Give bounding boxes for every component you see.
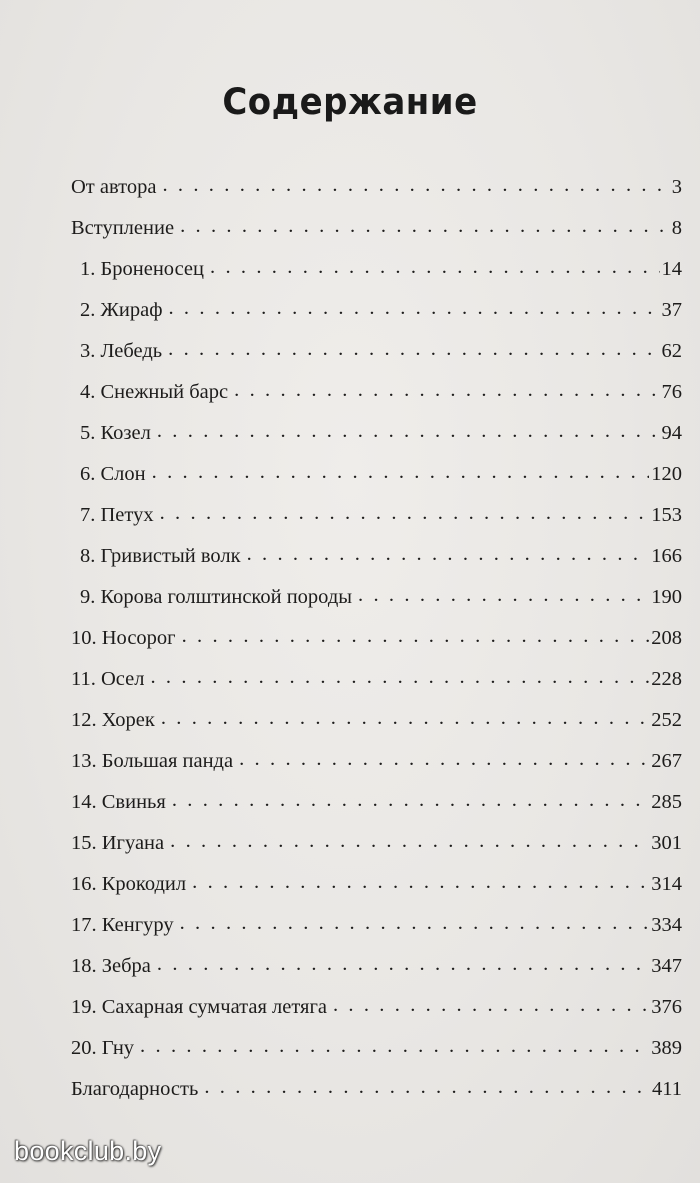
toc-entry bbox=[71, 910, 682, 940]
toc-entry-label: 19. Сахарная сумчатая летяга bbox=[71, 996, 327, 1018]
toc-entry-page: 120 bbox=[651, 463, 682, 485]
toc-entry-page: 252 bbox=[651, 709, 682, 731]
dot-leader bbox=[170, 826, 649, 856]
dot-leader bbox=[210, 252, 660, 282]
toc-entry-label: 5. Козел bbox=[80, 422, 151, 444]
watermark-text: bookclub.by bbox=[14, 1136, 162, 1166]
toc-entry-page: 347 bbox=[651, 955, 682, 977]
toc-entry-label: 2. Жираф bbox=[80, 299, 163, 321]
dot-leader bbox=[168, 293, 659, 323]
dot-leader bbox=[152, 457, 650, 487]
toc-entry bbox=[71, 705, 682, 735]
toc-entry bbox=[80, 418, 682, 448]
toc-entry bbox=[80, 336, 682, 366]
toc-entry bbox=[80, 500, 682, 530]
dot-leader bbox=[172, 785, 649, 815]
dot-leader bbox=[180, 908, 650, 938]
toc-entry-label: 12. Хорек bbox=[71, 709, 155, 731]
toc-entry-page: 3 bbox=[671, 176, 682, 198]
toc-entry-label: Вступление bbox=[71, 217, 175, 239]
toc-entry-page: 14 bbox=[661, 258, 682, 280]
toc-entry bbox=[71, 746, 682, 776]
toc-entry-label: 13. Большая панда bbox=[71, 750, 234, 772]
dot-leader bbox=[162, 170, 669, 200]
dot-leader bbox=[192, 867, 649, 897]
toc-entry-page: 76 bbox=[661, 381, 682, 403]
dot-leader bbox=[247, 539, 650, 569]
toc-entry bbox=[71, 623, 682, 653]
toc-entry-label: 18. Зебра bbox=[71, 955, 151, 977]
toc-entry bbox=[80, 295, 682, 325]
toc-entry bbox=[71, 172, 682, 202]
toc-entry-page: 166 bbox=[651, 545, 682, 567]
dot-leader bbox=[234, 375, 659, 405]
toc-entry-page: 8 bbox=[671, 217, 682, 239]
toc-entry-page: 228 bbox=[651, 668, 682, 690]
toc-entry-page: 285 bbox=[651, 791, 682, 813]
toc-entry-label: 6. Слон bbox=[80, 463, 146, 485]
toc-entry bbox=[71, 787, 682, 817]
toc-entry bbox=[80, 459, 682, 489]
toc-entry-page: 376 bbox=[651, 996, 682, 1018]
toc-entry-label: 8. Гривистый волк bbox=[80, 545, 241, 567]
toc-entry-label: 17. Кенгуру bbox=[71, 914, 174, 936]
toc-entry-label: 3. Лебедь bbox=[80, 340, 163, 362]
toc-entry-label: 16. Крокодил bbox=[71, 873, 187, 895]
toc-entry-label: От автора bbox=[71, 176, 157, 198]
toc-entry bbox=[71, 664, 682, 694]
toc-entry-label: 11. Осел bbox=[71, 668, 145, 690]
toc-entry-label: 9. Корова голштинской породы bbox=[80, 586, 353, 608]
toc-entry-page: 334 bbox=[651, 914, 682, 936]
toc-entry-page: 389 bbox=[651, 1037, 682, 1059]
toc-entry-label: Благодарность bbox=[71, 1078, 199, 1100]
toc-entry-page: 94 bbox=[661, 422, 682, 444]
toc-entry-page: 208 bbox=[651, 627, 682, 649]
toc-entry bbox=[71, 1033, 682, 1063]
toc-entry-label: 20. Гну bbox=[71, 1037, 135, 1059]
toc-entry-page: 37 bbox=[661, 299, 682, 321]
toc-entry bbox=[71, 213, 682, 243]
toc-entry-label: 10. Носорог bbox=[71, 627, 176, 649]
toc-entry bbox=[71, 992, 682, 1022]
dot-leader bbox=[180, 211, 670, 241]
dot-leader bbox=[204, 1072, 650, 1102]
toc-entry-page: 301 bbox=[651, 832, 682, 854]
dot-leader bbox=[182, 621, 650, 651]
toc-entry bbox=[80, 377, 682, 407]
dot-leader bbox=[140, 1031, 649, 1061]
toc-entry bbox=[71, 828, 682, 858]
toc-entry-label: 7. Петух bbox=[80, 504, 154, 526]
toc-entry bbox=[80, 541, 682, 571]
dot-leader bbox=[239, 744, 649, 774]
page-title: Содержание bbox=[222, 80, 478, 124]
toc-entry bbox=[80, 254, 682, 284]
dot-leader bbox=[157, 949, 649, 979]
toc-entry bbox=[71, 951, 682, 981]
toc-entry bbox=[71, 869, 682, 899]
toc-entry bbox=[71, 1074, 682, 1104]
dot-leader bbox=[333, 990, 649, 1020]
toc-entry-page: 314 bbox=[651, 873, 682, 895]
toc-entry-page: 190 bbox=[651, 586, 682, 608]
toc-entry-label: 15. Игуана bbox=[71, 832, 165, 854]
toc-entry bbox=[80, 582, 682, 612]
toc-entry-page: 267 bbox=[651, 750, 682, 772]
dot-leader bbox=[358, 580, 649, 610]
dot-leader bbox=[168, 334, 659, 364]
toc-entry-page: 62 bbox=[661, 340, 682, 362]
dot-leader bbox=[160, 498, 650, 528]
dot-leader bbox=[157, 416, 660, 446]
toc-entry-page: 411 bbox=[652, 1078, 682, 1100]
dot-leader bbox=[150, 662, 649, 692]
toc-entry-label: 14. Свинья bbox=[71, 791, 166, 813]
dot-leader bbox=[161, 703, 649, 733]
toc-entry-label: 1. Броненосец bbox=[80, 258, 204, 280]
toc-entry-label: 4. Снежный барс bbox=[80, 381, 229, 403]
toc-entry-page: 153 bbox=[651, 504, 682, 526]
